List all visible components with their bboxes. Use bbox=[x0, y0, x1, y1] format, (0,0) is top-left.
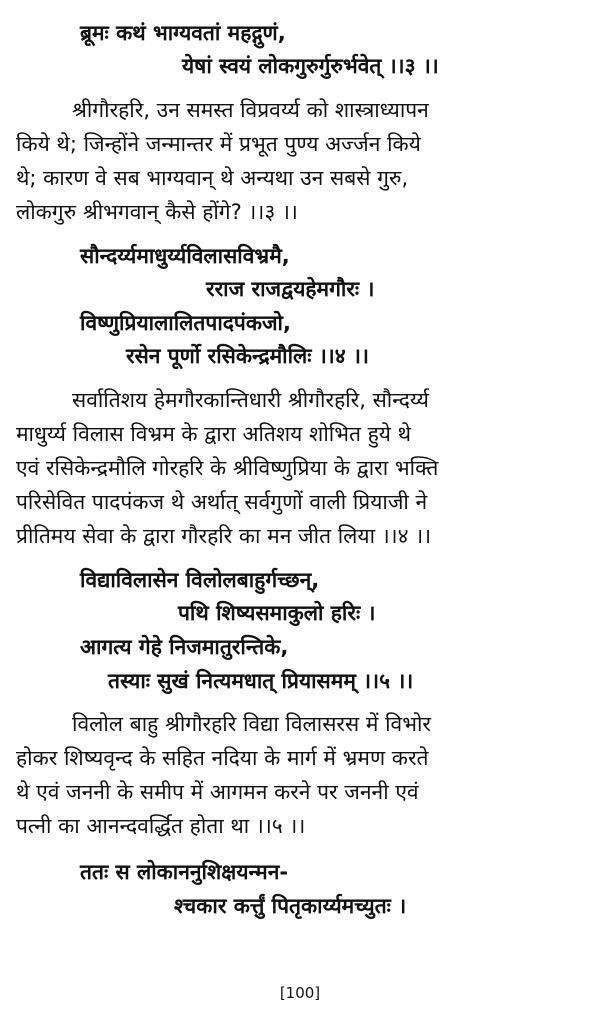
commentary-5-line-3: थे एवं जननी के समीप में आगमन करने पर जननी एवं bbox=[16, 780, 419, 804]
commentary-3-line-1: श्रीगौरहरि, उन समस्त विप्रवर्य्य को शास्त्राध्यापन bbox=[72, 98, 429, 122]
verse-6-line-2: श्चकार कर्त्तुं पितृकार्य्यमच्युतः । bbox=[174, 894, 407, 918]
verse-5-line-1: विद्याविलासेन विलोलबाहुर्गच्छन्, bbox=[80, 568, 320, 592]
commentary-5-line-1: विलोल बाहु श्रीगौरहरि विद्या विलासरस में विभोर bbox=[72, 712, 432, 736]
commentary-4-line-4: परिसेवित पादपंकज थे अर्थात् सर्वगुणों वाली प्रियाजी ने bbox=[16, 490, 428, 514]
verse-6-line-1: ततः स लोकाननुशिक्षयन्मन- bbox=[80, 860, 289, 884]
commentary-3-line-3: थे; कारण वे सब भाग्यवान् थे अन्यथा उन सबसे गुरु, bbox=[16, 166, 409, 190]
commentary-4-line-1: सर्वातिशय हेमगौरकान्तिधारी श्रीगौरहरि, सौन्दर्य्य bbox=[72, 388, 429, 412]
verse-4-line-2: रराज राजद्वयहेमगौरः । bbox=[206, 277, 375, 301]
verse-3-line-1: ब्रूमः कथं भाग्यवतां महद्गुणं, bbox=[80, 21, 286, 45]
verse-4-line-4: रसेन पूर्णो रसिकेन्द्रमौलिः ।।४ ।। bbox=[126, 344, 369, 368]
verse-5-line-2: पथि शिष्यसमाकुलो हरिः । bbox=[178, 601, 376, 625]
commentary-4-line-3: एवं रसिकेन्द्रमौलि गोरहरि के श्रीविष्णुप्रिया के द्वारा भक्ति bbox=[16, 456, 439, 480]
verse-3-line-2: येषां स्वयं लोकगुरुर्गुरुर्भवेत् ।।३ ।। bbox=[182, 54, 439, 78]
commentary-5-line-4: पत्नी का आनन्दवर्द्धित होता था ।।५ ।। bbox=[16, 814, 306, 838]
commentary-4-line-5: प्रीतिमय सेवा के द्वारा गौरहरि का मन जीत लिया ।।४ ।। bbox=[16, 524, 432, 548]
verse-4-line-3: विष्णुप्रियालालितपादपंकजो, bbox=[80, 311, 291, 335]
commentary-3-line-2: किये थे; जिन्होंने जन्मान्तर में प्रभूत पुण्य अर्ज्जन किये bbox=[16, 132, 421, 156]
commentary-3-line-4: लोकगुरु श्रीभगवान् कैसे होंगे? ।।३ ।। bbox=[16, 200, 298, 224]
commentary-4-line-2: माधुर्य्य विलास विभ्रम के द्वारा अतिशय शोभित हुये थे bbox=[16, 422, 412, 446]
verse-5-line-4: तस्याः सुखं नित्यमधात् प्रियासमम् ।।५ ।। bbox=[108, 669, 414, 693]
verse-5-line-3: आगत्य गेहे निजमातुरन्तिके, bbox=[80, 635, 289, 659]
page-number: [100] bbox=[279, 984, 321, 1002]
verse-4-line-1: सौन्दर्य्यमाधुर्य्यविलासविभ्रमै, bbox=[80, 244, 290, 268]
commentary-5-line-2: होकर शिष्यवृन्द के सहित नदिया के मार्ग में भ्रमण करते bbox=[16, 746, 429, 770]
